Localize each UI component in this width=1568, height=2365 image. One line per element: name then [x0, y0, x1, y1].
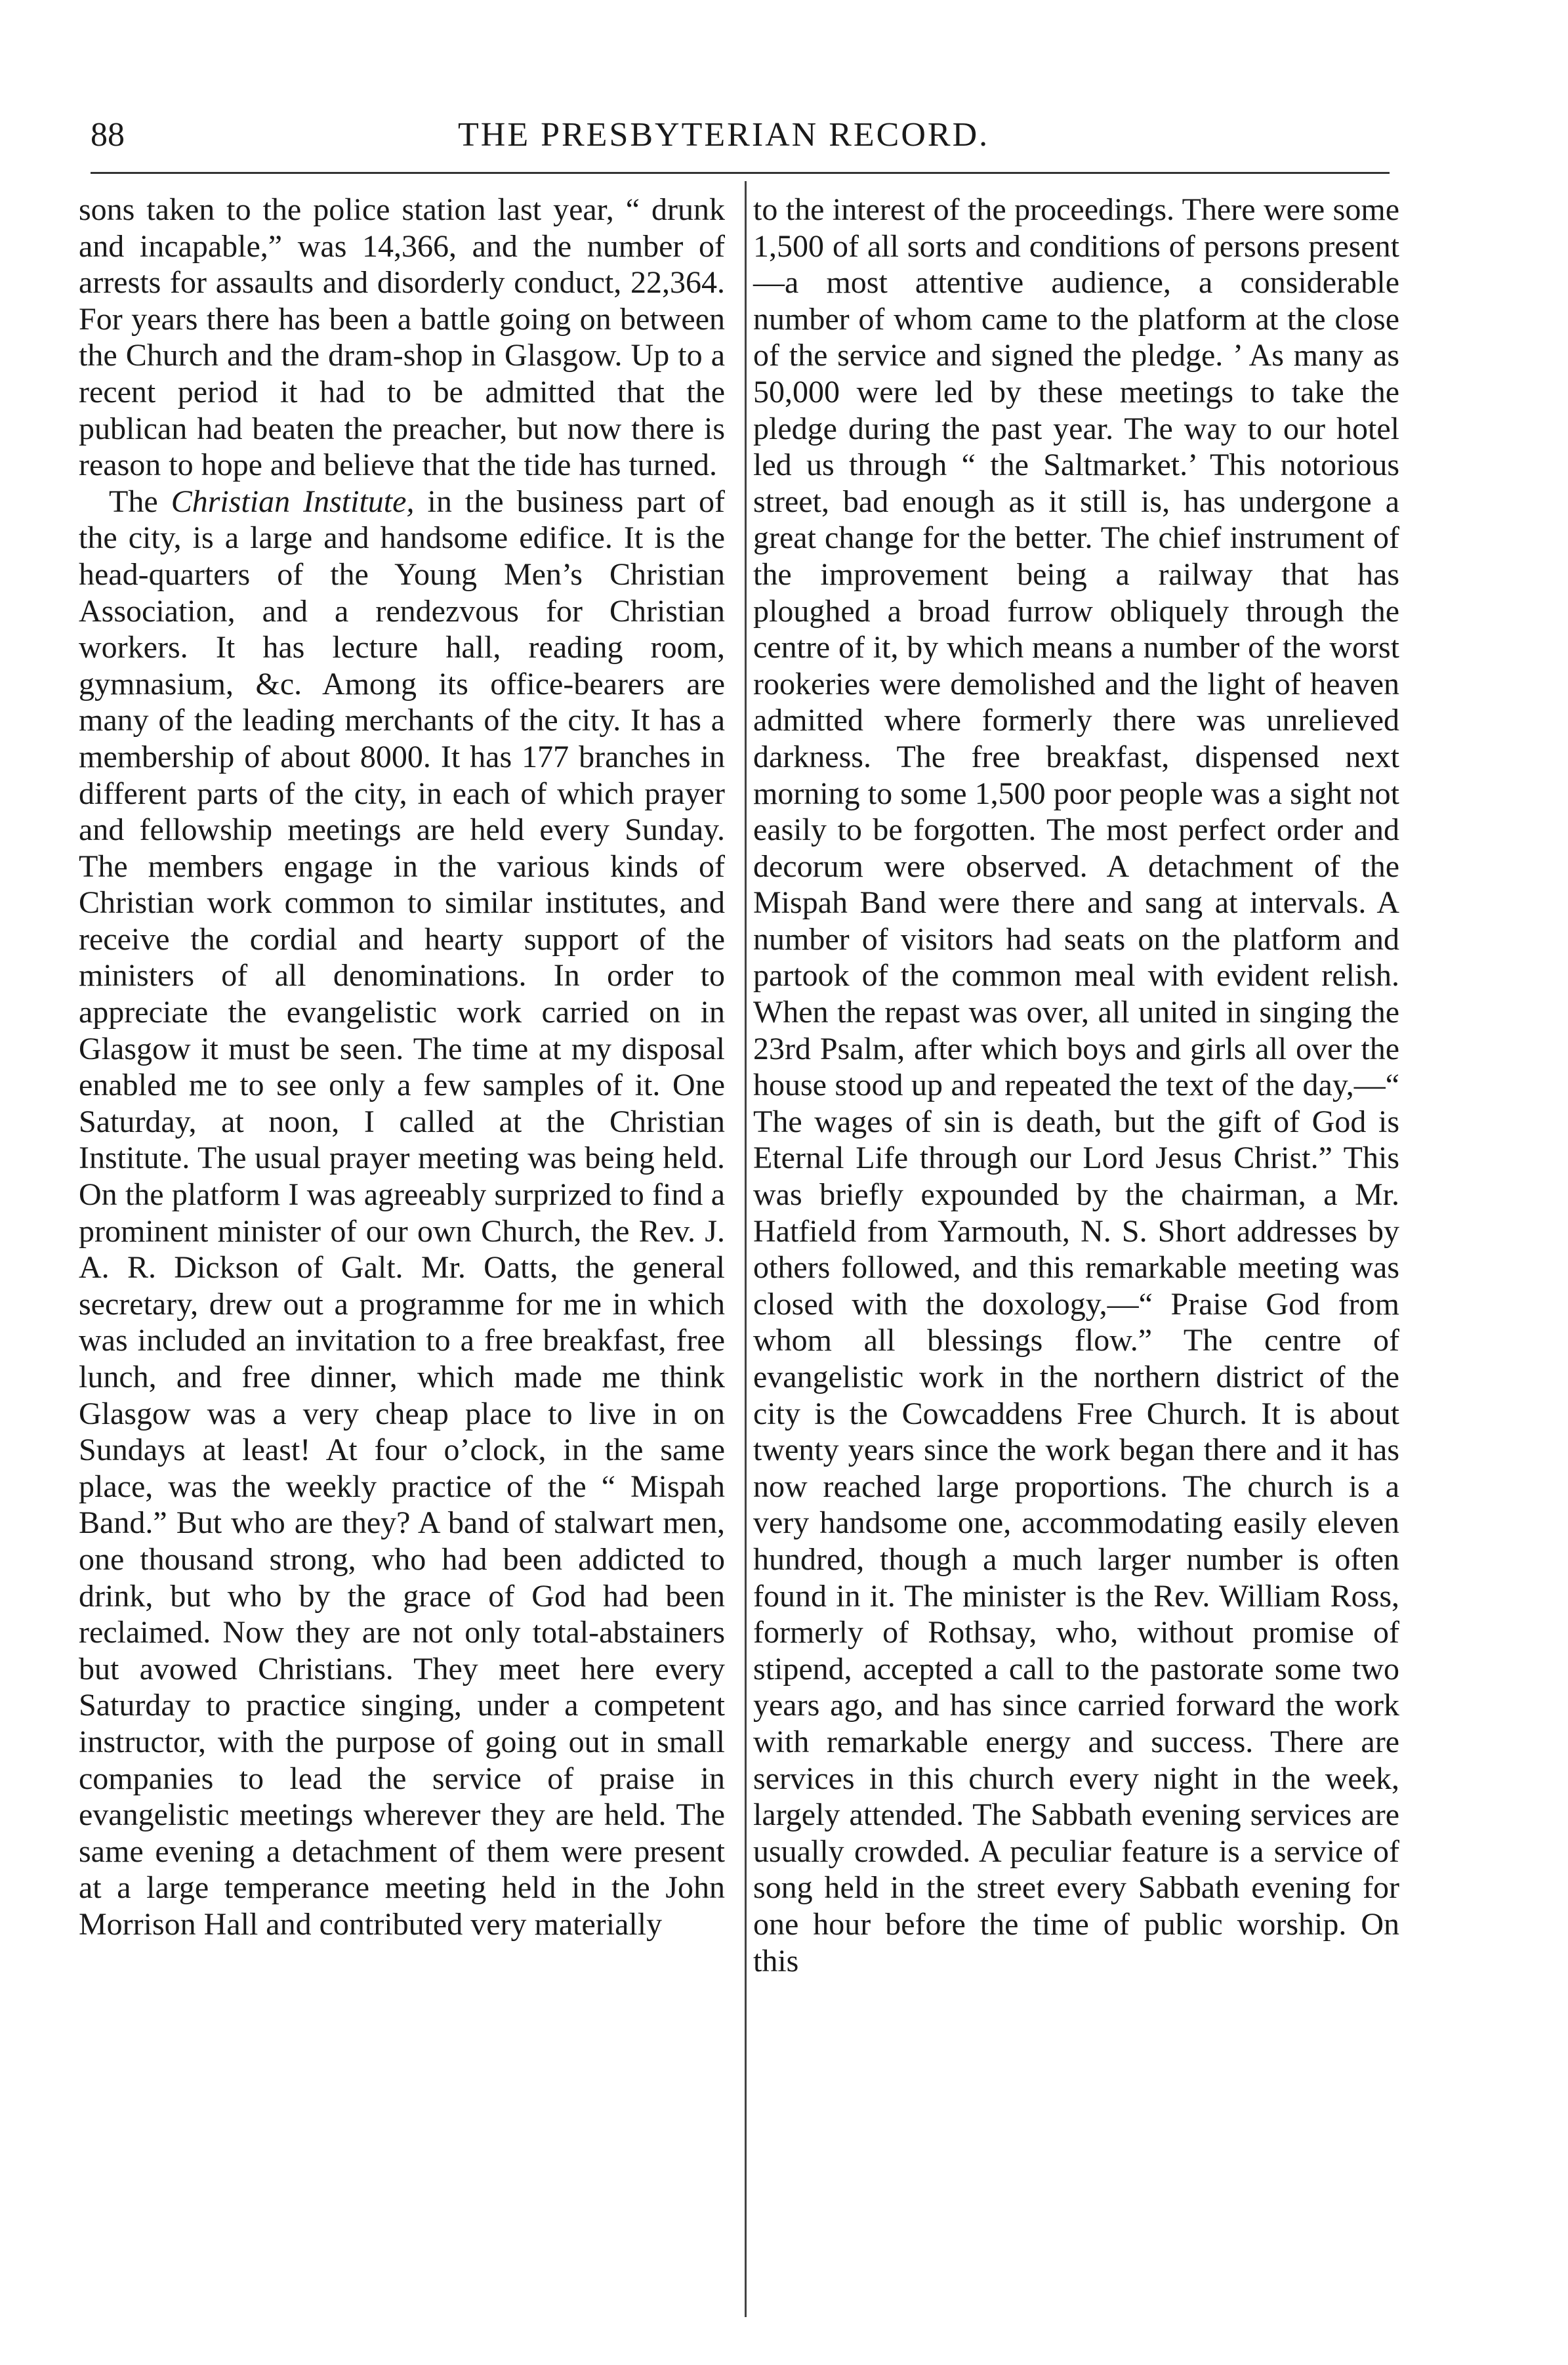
- running-title: THE PRESBYTERIAN RECORD.: [458, 116, 990, 154]
- paragraph: sons taken to the police station last year, “ drunk and incapable,” was 14,366, and the number of arrests for assaults and disorderly conduct, 22,364. For years there has been a battle going on between the Church and the dram-shop in Glasgow. Up to a recent period it had to be admitted that the publican had beaten the preacher, but now there is reason to hope and believe that the tide has turned.: [79, 192, 725, 483]
- italic-title: Christian Institute,: [171, 484, 415, 519]
- right-column: [753, 192, 1399, 1979]
- paragraph-lead: The: [109, 484, 171, 519]
- left-column: [79, 192, 725, 1943]
- column-divider: [745, 181, 747, 2317]
- paragraph: [79, 484, 725, 1943]
- page-number: 88: [91, 116, 125, 154]
- paragraph-text: in the business part of the city, is a large and handsome edifice. It is the head-quarters of the Young Men’s Christian Association, and a rendezvous for Christian workers. It has lecture hall, reading room, gymnasium, &c. Among its office-bearers are many of the leading merchants of the city. It has a membership of about 8000. It has 177 branches in different parts of the city, in each of which prayer and fellowship meetings are held every Sunday. The members engage in the various kinds of Christian work common to similar institutes, and receive the cordial and hearty support of the ministers of all denominations. In order to appreciate the evangelistic work carried on in Glasgow it must be seen. The time at my disposal enabled me to see only a few samples of it. One Saturday, at noon, I called at the Christian Institute. The usual prayer meeting was being held. On the platform I was agreeably surprized to find a prominent minister of our own Church, the Rev. J. A. R. Dickson of Galt. Mr. Oatts, the general secretary, drew out a programme for me in which was included an invitation to a free breakfast, free lunch, and free dinner, which made me think Glasgow was a very cheap place to live in on Sundays at least! At four o’clock, in the same place, was the weekly practice of the “ Mispah Band.” But who are they? A band of stalwart men, one thousand strong, who had been addicted to drink, but who by the grace of God had been reclaimed. Now they are not only total-abstainers but avowed Christians. They meet here every Saturday to practice singing, under a competent instructor, with the purpose of going out in small companies to lead the service of praise in evangelistic meetings wherever they are held. The same evening a detachment of them were present at a large temperance meeting held in the John Morrison Hall and contributed very materially: [79, 484, 726, 1942]
- paragraph: to the interest of the proceedings. There were some 1,500 of all sorts and conditions of persons present—a most attentive audience, a considerable number of whom came to the platform at the close of the service and signed the pledge. ’ As many as 50,000 were led by these meetings to take the pledge during the past year. The way to our hotel led us through “ the Saltmarket.’ This notorious street, bad enough as it still is, has undergone a great change for the better. The chief instrument of the improvement being a railway that has ploughed a broad furrow obliquely through the centre of it, by which means a number of the worst rookeries were demolished and the light of heaven admitted where formerly there was unrelieved darkness. The free breakfast, dispensed next morning to some 1,500 poor people was a sight not easily to be forgotten. The most perfect order and decorum were observed. A detachment of the Mispah Band were there and sang at intervals. A number of visitors had seats on the platform and partook of the common meal with evident relish. When the repast was over, all united in singing the 23rd Psalm, after which boys and girls all over the house stood up and repeated the text of the day,—“ The wages of sin is death, but the gift of God is Eternal Life through our Lord Jesus Christ.” This was briefly expounded by the chairman, a Mr. Hatfield from Yarmouth, N. S. Short addresses by others followed, and this remarkable meeting was closed with the doxology,—“ Praise God from whom all blessings flow.” The centre of evangelistic work in the northern district of the city is the Cowcaddens Free Church. It is about twenty years since the work began there and it has now reached large proportions. The church is a very handsome one, accommodating easily eleven hundred, though a much larger number is often found in it. The minister is the Rev. William Ross, formerly of Rothsay, who, without promise of stipend, accepted a call to the pastorate some two years ago, and has since carried forward the work with remarkable energy and success. There are services in this church every night in the week, largely attended. The Sabbath evening services are usually crowded. A peculiar feature is a service of song held in the street every Sabbath evening for one hour before the time of public worship. On this: [753, 192, 1399, 1978]
- page-header: [91, 112, 1390, 164]
- header-rule: [91, 172, 1390, 174]
